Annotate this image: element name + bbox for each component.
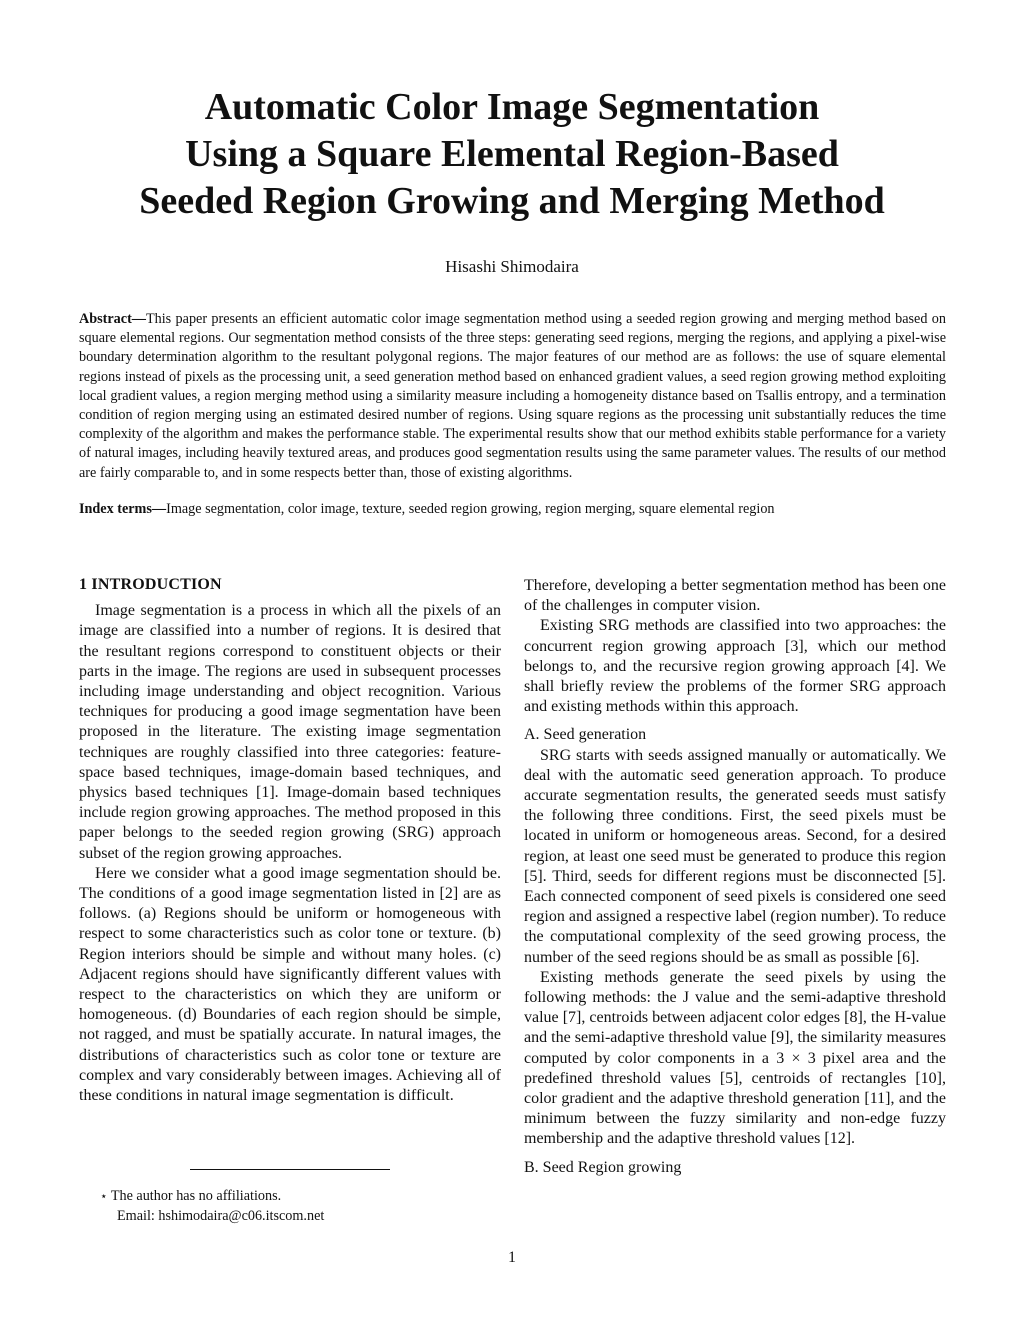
intro-paragraph-continued: Therefore, developing a better segmentation method has been one of the challenges in computer vision. (524, 577, 946, 615)
footnote-rule (190, 1169, 390, 1170)
right-column (524, 576, 946, 1178)
abstract-label: Abstract— (79, 311, 146, 327)
abstract (79, 310, 946, 483)
index-terms (79, 500, 946, 519)
footnote-star-icon: ⋆ (100, 1189, 108, 1203)
section-heading-introduction: 1 INTRODUCTION (79, 576, 222, 593)
seed-paragraph-1: SRG starts with seeds assigned manually or automatically. We deal with the automatic seed generation approach. To produce accurate segmentation results, the generated seeds must satisfy the following three conditions. First, the seed pixels must be located in uniform or homogeneous areas. Second, for a desired region, at least one seed must be generated to produce this region [5]. Third, seeds for different regions must be disconnected [5]. Each connected component of seed pixels is considered one seed region and assigned a respective label (region number). To reduce the computational complexity of the seed growing process, the number of the seed regions should be as small as possible [6]. (524, 746, 946, 966)
intro-paragraph-1: Image segmentation is a process in which all the pixels of an image are classified into a number of regions. It is desired that the resultant regions correspond to constituent objects or their parts in the image. The regions are used in subsequent processes including image understanding and object recognition. Various techniques for producing a good image segmentation have been proposed in the literature. The existing image segmentation techniques are roughly classified into three categories: feature-space based techniques, image-domain based techniques, and physics based techniques [1]. Image-domain based techniques include region growing approaches. The method proposed in this paper belongs to the seeded region growing (SRG) approach subset of the region growing approaches. (79, 602, 501, 862)
left-column (79, 575, 501, 1106)
paper-title (60, 84, 964, 225)
title-line-3: Seeded Region Growing and Merging Method (139, 180, 885, 222)
title-line-2: Using a Square Elemental Region-Based (185, 133, 839, 175)
footnote-affiliation-line (100, 1186, 324, 1206)
footnote (100, 1186, 324, 1226)
footnote-affiliation: The author has no affiliations. (110, 1188, 282, 1204)
seed-paragraph-2: Existing methods generate the seed pixels by using the following methods: the J value and the semi-adaptive threshold value [7], centroids between adjacent color edges [8], the H-value and the semi-adaptive threshold value [9], the similarity measures computed by color components in a 3 × 3 pixel area and the predefined threshold values [5], centroids of rectangles [10], color gradient and the adaptive threshold generation [11], and the minimum between the fuzzy similarity and non-edge fuzzy membership and the adaptive threshold values [12]. (524, 968, 946, 1148)
page-number: 1 (508, 1249, 516, 1266)
title-line-1: Automatic Color Image Segmentation (204, 86, 820, 128)
subsection-heading-seed-generation: A. Seed generation (524, 726, 647, 744)
index-terms-label: Index terms— (79, 501, 167, 517)
author-name: Hisashi Shimodaira (445, 257, 579, 276)
index-terms-text: Image segmentation, color image, texture, seeded region growing, region merging, square elemental region (166, 501, 775, 517)
intro-paragraph-2: Here we consider what a good image segmentation should be. The conditions of a good image segmentation listed in [2] are as follows. (a) Regions should be uniform or homogeneous with respect to some characteristics such as color tone or texture. (b) Region interiors should be simple and without many holes. (c) Adjacent regions should have significantly different values with respect to the characteristics on which they are uniform or homogeneous. (d) Boundaries of each region should be simple, not ragged, and must be spatially accurate. In natural images, the distributions of characteristics such as color tone or texture are complex and vary considerably between images. Achieving all of these conditions in natural image segmentation is difficult. (79, 864, 501, 1105)
abstract-text: This paper presents an efficient automatic color image segmentation method using a seeded region growing and merging method based on square elemental regions. Our segmentation method consists of the three steps: generating seed regions, merging the regions, and applying a pixel-wise boundary determination algorithm to the resultant polygonal regions. The major features of our method are as follows: the use of square elemental regions instead of pixels as the processing unit, a seed generation method based on enhanced gradient values, a seed region growing method exploiting local gradient values, a region merging method using a similarity measure including a homogeneity distance based on Tsallis entropy, and a termination condition of region merging using an estimated desired number of regions. Using square regions as the processing unit substantially reduces the time complexity of the algorithm and makes the performance stable. The experimental results show that our method exhibits stable performance for a variety of natural images, including heavily textured areas, and produces good segmentation results using the same parameter values. The results of our method are fairly comparable to, and in some respects better than, those of existing algorithms. (79, 311, 946, 481)
subsection-heading-seed-region-growing: B. Seed Region growing (524, 1158, 682, 1176)
intro-paragraph-3: Existing SRG methods are classified into two approaches: the concurrent region growing approach [3], which our method belongs to, and the recursive region growing approach [4]. We shall briefly review the problems of the former SRG approach and existing methods within this approach. (524, 617, 946, 716)
footnote-email: Email: hshimodaira@c06.itscom.net (117, 1208, 325, 1224)
